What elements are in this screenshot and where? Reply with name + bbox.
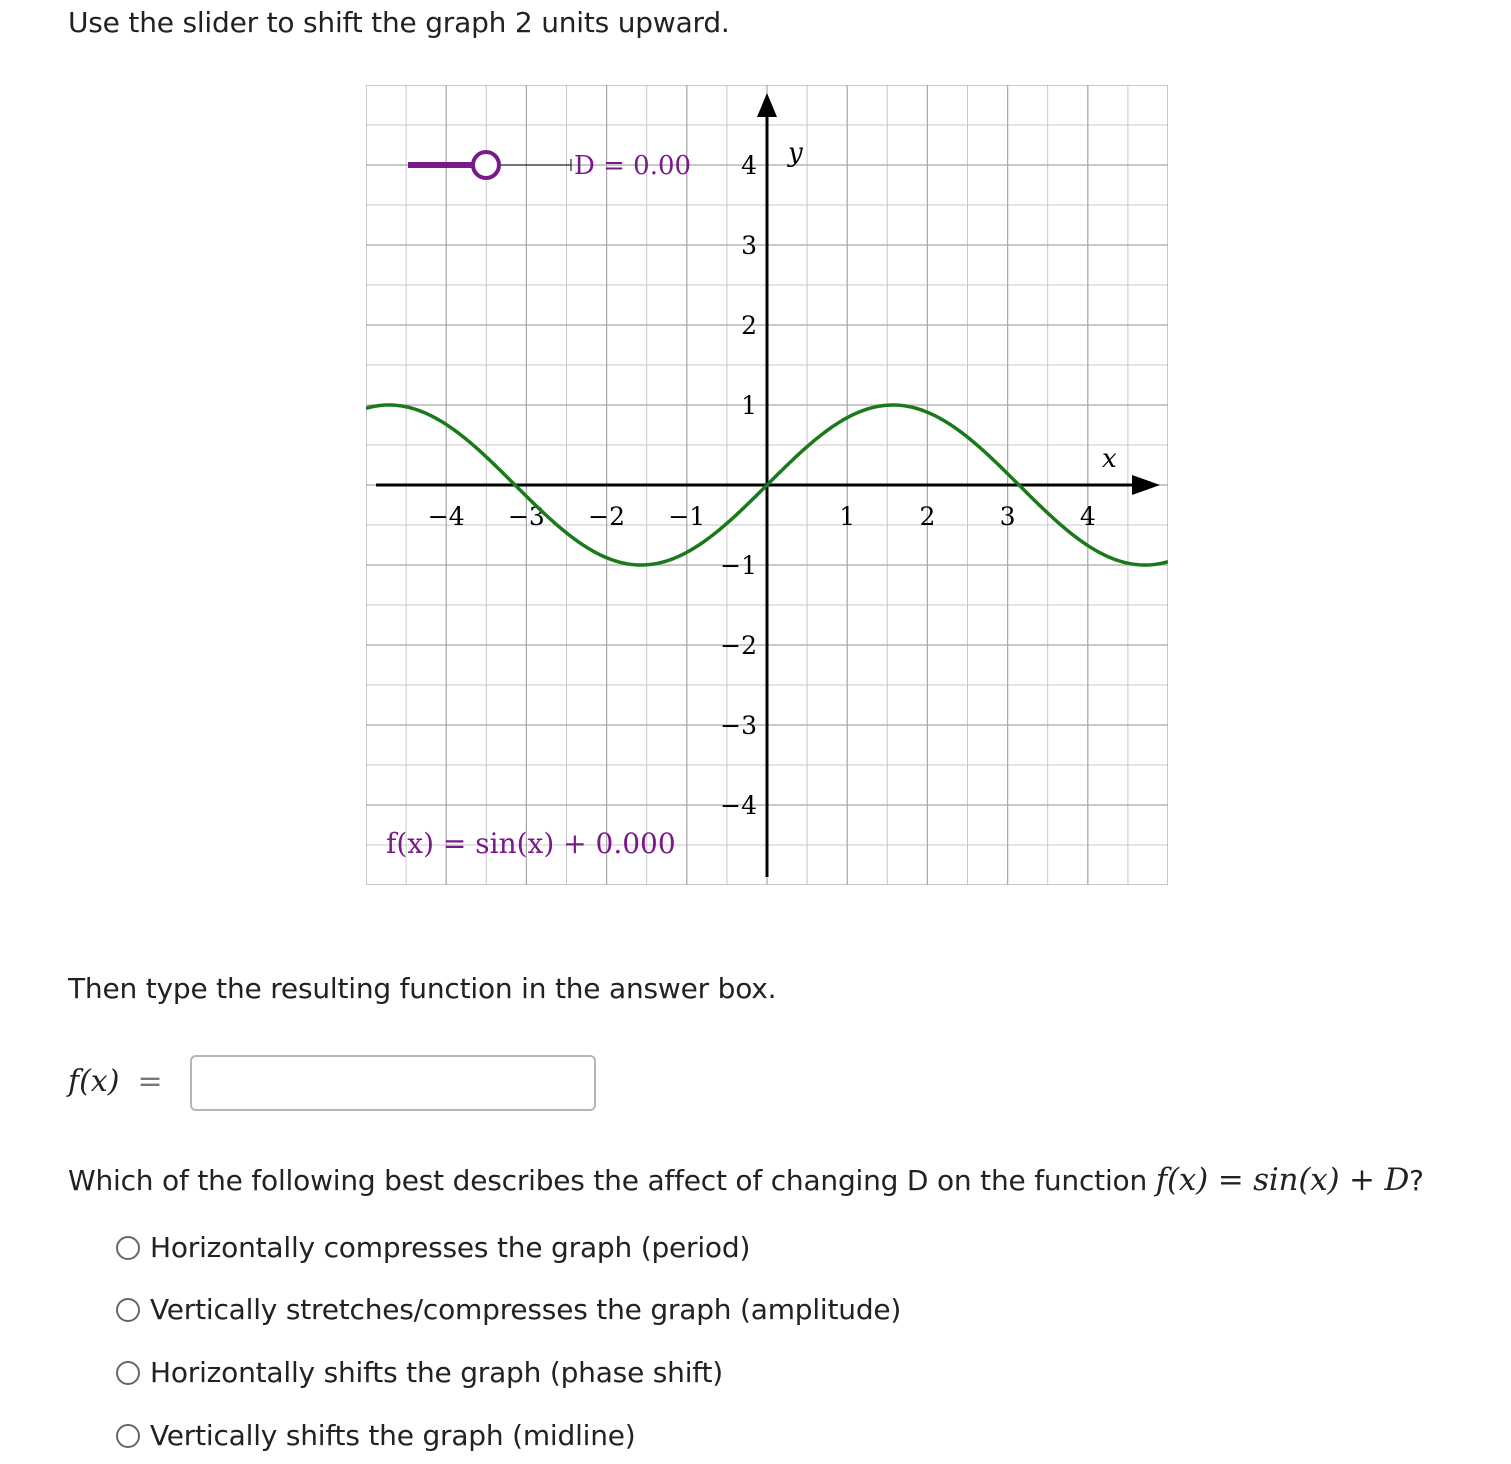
- x-tick-label: −2: [588, 502, 626, 531]
- x-tick-label: 3: [999, 502, 1016, 531]
- y-tick-label: −2: [720, 631, 757, 660]
- option-period[interactable]: [116, 1231, 750, 1264]
- x-axis-label: x: [1102, 444, 1117, 474]
- radio-phase-shift[interactable]: [116, 1361, 140, 1385]
- radio-midline[interactable]: [116, 1424, 140, 1448]
- option-midline[interactable]: [116, 1419, 636, 1452]
- question2-math: f(x) = sin(x) + D: [1155, 1162, 1410, 1198]
- x-tick-label: −4: [427, 502, 465, 531]
- option-label: Vertically shifts the graph (midline): [150, 1419, 636, 1452]
- function-label: f(x) = sin(x) + 0.000: [386, 827, 676, 860]
- y-tick-label: 4: [741, 151, 757, 180]
- question2-text: [68, 1162, 1424, 1198]
- option-label: Vertically stretches/compresses the graph (amplitude): [150, 1293, 902, 1326]
- option-phase-shift[interactable]: [116, 1356, 723, 1389]
- y-tick-label: −1: [720, 551, 757, 580]
- y-axis-label: y: [788, 138, 803, 168]
- y-tick-label: 1: [741, 391, 757, 420]
- x-tick-label: −1: [668, 502, 706, 531]
- option-label: Horizontally shifts the graph (phase shift): [150, 1356, 723, 1389]
- radio-amplitude[interactable]: [116, 1298, 140, 1322]
- answer-input[interactable]: [190, 1055, 596, 1111]
- function-graph[interactable]: [366, 85, 1168, 885]
- answer-fx: f(x): [68, 1064, 120, 1099]
- y-axis-arrow: [757, 93, 777, 117]
- option-amplitude[interactable]: [116, 1293, 901, 1326]
- slider-value-label: D = 0.00: [574, 151, 692, 181]
- question2-text-before: Which of the following best describes the affect of changing D on the function: [68, 1164, 1147, 1197]
- x-axis-arrow: [1132, 475, 1160, 495]
- x-tick-label: 1: [839, 502, 856, 531]
- slider-handle[interactable]: [473, 152, 499, 178]
- y-tick-label: 2: [741, 311, 757, 340]
- y-tick-label: −4: [720, 791, 757, 820]
- then-text: Then type the resulting function in the answer box.: [68, 972, 777, 1005]
- question2-text-after: ?: [1409, 1164, 1424, 1197]
- instruction-text: Use the slider to shift the graph 2 units upward.: [68, 6, 730, 39]
- x-tick-label: 4: [1079, 502, 1096, 531]
- x-tick-label: −3: [507, 502, 545, 531]
- option-label: Horizontally compresses the graph (period): [150, 1231, 751, 1264]
- y-tick-label: −3: [720, 711, 757, 740]
- y-tick-label: 3: [741, 231, 757, 260]
- x-tick-label: 2: [919, 502, 936, 531]
- radio-period[interactable]: [116, 1236, 140, 1260]
- answer-equals: =: [137, 1064, 163, 1099]
- answer-label: [68, 1064, 163, 1099]
